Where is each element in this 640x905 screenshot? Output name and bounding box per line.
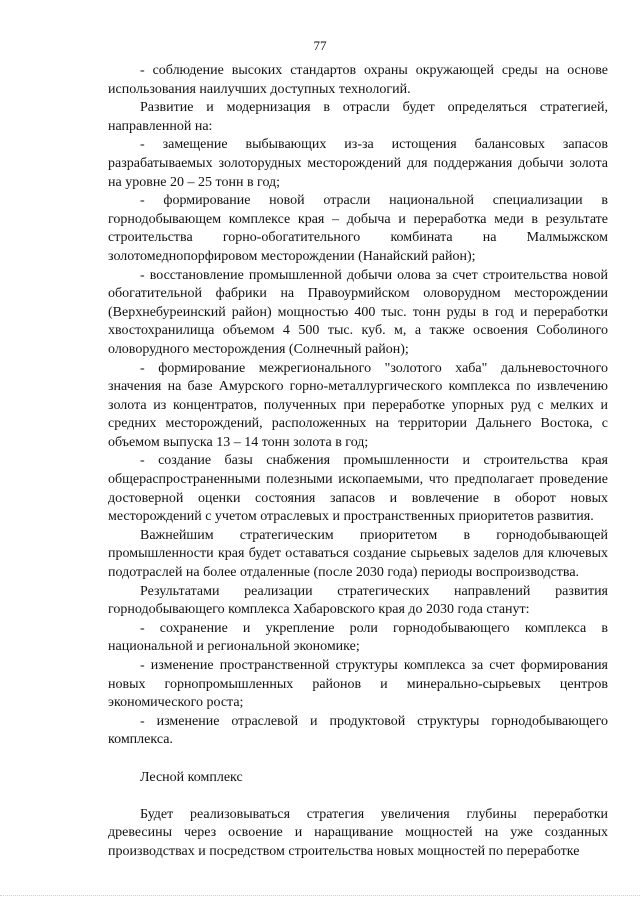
paragraph: Развитие и модернизация в отрасли будет определяться стратегией, направленной на: (108, 100, 608, 134)
paragraph: Результатами реализации стратегических направлений развития горнодобывающего комплекса Хабаровского края до 2030 года станут: (108, 583, 608, 618)
scan-edge-artifact (0, 895, 640, 899)
paragraph: - создание базы снабжения промышленности и строительства края общераспространенными полезными ископаемыми, что предполагает проведение достоверной оценки состояния запасов и вовлечение в оборот новых месторождений с учетом отраслевых и пространственных приоритетов развития. (108, 453, 608, 525)
paragraph: Будет реализовываться стратегия увеличения глубины переработки древесины через освоение и наращивание мощностей на уже созданных производствах и посредством строительства новых мощностей по переработке (108, 806, 608, 859)
paragraph: - соблюдение высоких стандартов охраны окружающей среды на основе использования наилучших доступных технологий. (108, 63, 608, 97)
paragraph: - замещение выбывающих из-за истощения балансовых запасов разрабатываемых золоторудных месторождений для поддержания добычи золота на уровне 20 – 25 тонн в год; (108, 137, 608, 190)
paragraph: - восстановление промышленной добычи олова за счет строительства новой обогатительной фабрики на Правоурмийском оловорудном месторождении (Верхнебуреинский район) мощностью 400 тыс. тонн руды в год и переработки хвостохранилища объемом 4 500 тыс. куб. м, а также освоения Соболиного оловорудного месторождения (Солнечный район); (108, 267, 608, 357)
paragraph: - изменение отраслевой и продуктовой структуры горнодобывающего комплекса. (108, 713, 608, 748)
paragraph: - формирование новой отрасли национальной специализации в горнодобывающем комплексе края – добыча и переработка меди в результате строительства горно-обогатительного комбината на Малмыжском золотомеднопорфировом месторождении (Нанайский район); (108, 193, 608, 264)
paragraph: - сохранение и укрепление роли горнодобывающего комплекса в национальной и региональной экономике; (108, 620, 608, 655)
section-heading: Лесной комплекс (140, 769, 243, 785)
document-body (108, 62, 608, 862)
paragraph: - изменение пространственной структуры комплекса за счет формирования новых горнопромышленных районов и минерально-сырьевых центров экономического роста; (108, 658, 608, 711)
paragraph: - формирование межрегионального "золотого хаба" дальневосточного значения на базе Амурского горно-металлургического комплекса по извлечению золота из концентратов, полученных при переработке упорных руд с мелких и средних месторождений, расположенных на территории Дальнего Востока, с объемом выпуска 13 – 14 тонн золота в год; (108, 360, 608, 450)
page-number: 77 (313, 38, 327, 53)
paragraph: Важнейшим стратегическим приоритетом в горнодобывающей промышленности края будет оставаться создание сырьевых заделов для ключевых подотраслей на более отдаленные (после 2030 года) периоды воспроизводства. (108, 527, 608, 581)
